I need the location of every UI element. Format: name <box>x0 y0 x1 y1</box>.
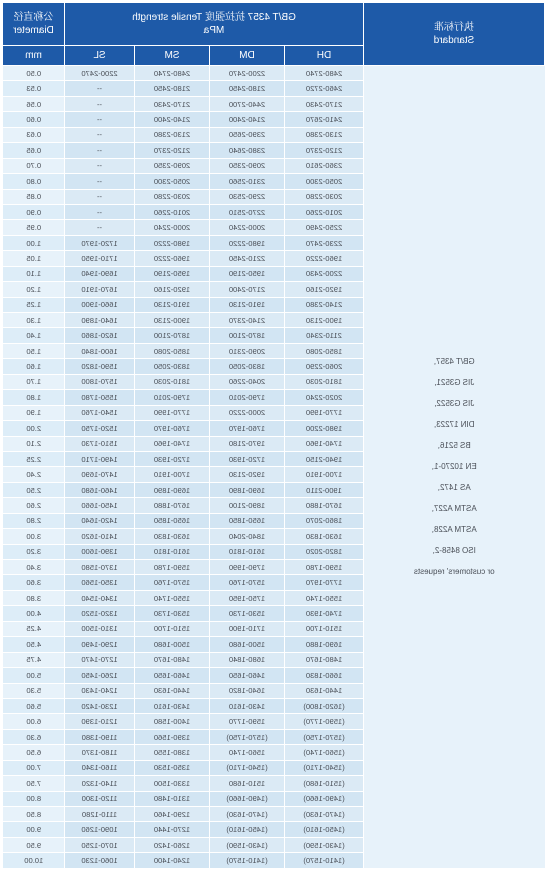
sm-cell: 1510-1700 <box>135 621 210 636</box>
sm-cell: 1920-2160 <box>135 282 210 297</box>
sl-cell: -- <box>65 143 135 158</box>
dm-cell: 1430-1610 <box>210 698 285 713</box>
dh-cell: 1440-1630 <box>285 683 364 698</box>
sl-cell: -- <box>65 112 135 127</box>
sl-cell: 1370-1580 <box>65 560 135 575</box>
sl-cell: 1520-1750 <box>65 421 135 436</box>
sl-cell: -- <box>65 174 135 189</box>
dh-cell: 1820-2020 <box>285 544 364 559</box>
diameter-cell: 6.30 <box>3 729 65 744</box>
diameter-cell: 1.05 <box>3 251 65 266</box>
dh-cell: 1510-1700 <box>285 621 364 636</box>
sl-cell: 1450-1660 <box>65 498 135 513</box>
sm-cell: 1330-1500 <box>135 776 210 791</box>
sm-cell: 1240-1400 <box>135 853 210 868</box>
dh-cell: 2130-2380 <box>285 127 364 142</box>
diameter-cell: 2.50 <box>3 482 65 497</box>
diameter-header-cn: 公称直径 <box>13 12 54 23</box>
diameter-cell: 1.25 <box>3 297 65 312</box>
sl-cell: 1110-1280 <box>65 807 135 822</box>
sl-cell: 1390-1600 <box>65 544 135 559</box>
diameter-cell: 2.00 <box>3 421 65 436</box>
dm-cell: 2040-2260 <box>210 374 285 389</box>
diameter-header <box>3 3 65 46</box>
dh-cell: (1620-1800) <box>285 698 364 713</box>
dm-cell: 1910-2130 <box>210 297 285 312</box>
sm-cell: 1740-1960 <box>135 436 210 451</box>
sl-cell: 1120-1300 <box>65 791 135 806</box>
sm-cell: 1960-2220 <box>135 251 210 266</box>
tensile-title: GB/T 4357 抗拉强度 Tensile strength <box>132 12 296 23</box>
sm-cell: 1630-1830 <box>135 529 210 544</box>
standard-item: ASTM A228, <box>431 525 477 535</box>
dh-cell: 1850-2080 <box>285 343 364 358</box>
diameter-cell: 2.25 <box>3 451 65 466</box>
sl-cell: 1180-1370 <box>65 745 135 760</box>
sm-cell: 1670-1880 <box>135 498 210 513</box>
diameter-unit: mm <box>3 46 65 66</box>
dm-cell: (1430-1590) <box>210 837 285 852</box>
sm-cell: 1910-2130 <box>135 297 210 312</box>
dh-cell: 1740-1930 <box>285 606 364 621</box>
sl-cell: 2200-2470 <box>65 66 135 81</box>
sl-cell: 1640-1890 <box>65 313 135 328</box>
sm-cell: 1350-1530 <box>135 760 210 775</box>
sl-cell: 1510-1730 <box>65 436 135 451</box>
dh-cell: 2170-2430 <box>285 96 364 111</box>
sm-cell: 1530-1730 <box>135 606 210 621</box>
sl-cell: -- <box>65 127 135 142</box>
grade-header-sm: SM <box>135 46 210 66</box>
dh-cell: (1570-1750) <box>285 729 364 744</box>
sl-cell: 1660-1900 <box>65 297 135 312</box>
sm-cell: 1760-1970 <box>135 421 210 436</box>
diameter-cell: 0.80 <box>3 174 65 189</box>
diameter-cell: 10.00 <box>3 853 65 868</box>
sm-cell: 2000-2240 <box>135 220 210 235</box>
sm-cell: 1900-2130 <box>135 313 210 328</box>
grade-header-dm: DM <box>210 46 285 66</box>
diameter-cell: 7.00 <box>3 760 65 775</box>
standard-item: EN 10270-1, <box>431 462 477 472</box>
diameter-cell: 4.00 <box>3 606 65 621</box>
standard-item: JIS G3522, <box>434 399 475 409</box>
dh-cell: 1590-1780 <box>285 560 364 575</box>
sl-cell: 1320-1520 <box>65 606 135 621</box>
diameter-cell: 2.10 <box>3 436 65 451</box>
dm-cell: 1920-2130 <box>210 467 285 482</box>
dm-cell: 1610-1810 <box>210 544 285 559</box>
sm-cell: 2180-2450 <box>135 81 210 96</box>
dh-cell: (1540-1710) <box>285 760 364 775</box>
sl-cell: -- <box>65 81 135 96</box>
diameter-cell: 1.10 <box>3 266 65 281</box>
dm-cell: 2000-2240 <box>210 220 285 235</box>
dm-cell: 2180-2450 <box>210 81 285 96</box>
table-row <box>3 66 545 81</box>
sm-cell: 1460-1650 <box>135 668 210 683</box>
dm-cell: 1790-1990 <box>210 560 285 575</box>
dm-cell: 2170-2400 <box>210 282 285 297</box>
dh-cell: 1920-2160 <box>285 282 364 297</box>
standard-item: ASTM A227, <box>431 504 477 514</box>
dh-cell: 1550-1740 <box>285 590 364 605</box>
dm-cell: 1570-1760 <box>210 575 285 590</box>
sm-cell: 1690-1890 <box>135 482 210 497</box>
standard-item: ISO 8458-2, <box>432 546 476 556</box>
sl-cell: 1160-1340 <box>65 760 135 775</box>
diameter-cell: 4.75 <box>3 652 65 667</box>
standard-item: GB/T 4357, <box>433 357 475 367</box>
diameter-cell: 0.70 <box>3 158 65 173</box>
sl-cell: 1710-1950 <box>65 251 135 266</box>
dm-cell: (1490-1660) <box>210 791 285 806</box>
tensile-unit: MPa <box>203 25 225 36</box>
sm-cell: 1700-1910 <box>135 467 210 482</box>
sm-cell: 1290-1460 <box>135 807 210 822</box>
dm-cell: 1840-2040 <box>210 529 285 544</box>
dh-cell: 2410-2670 <box>285 112 364 127</box>
dh-cell: 2020-2240 <box>285 390 364 405</box>
dm-cell: 2200-2470 <box>210 66 285 81</box>
dh-cell: (1410-1570) <box>285 853 364 868</box>
diameter-cell: 1.80 <box>3 390 65 405</box>
dm-cell: 1750-1950 <box>210 590 285 605</box>
dh-cell: 1660-1830 <box>285 668 364 683</box>
dm-cell: 2000-2220 <box>210 405 285 420</box>
dm-cell: 1760-1970 <box>210 421 285 436</box>
sm-cell: 1610-1810 <box>135 544 210 559</box>
dh-cell: 1670-1880 <box>285 498 364 513</box>
sm-cell: 1980-2220 <box>135 235 210 250</box>
dh-cell: 1770-1990 <box>285 405 364 420</box>
dm-cell: 1590-1770 <box>210 714 285 729</box>
sm-cell: 1310-1480 <box>135 791 210 806</box>
sl-cell: 1570-1800 <box>65 374 135 389</box>
diameter-cell: 2.80 <box>3 513 65 528</box>
dm-cell: 1890-2100 <box>210 498 285 513</box>
standard-item: BS 5216, <box>437 441 471 451</box>
diameter-header-en: Diameter <box>13 25 54 36</box>
dm-cell: 2090-2350 <box>210 158 285 173</box>
sm-cell: 2050-2300 <box>135 174 210 189</box>
sl-cell: 1600-1840 <box>65 343 135 358</box>
dm-cell: (1540-1710) <box>210 760 285 775</box>
dm-cell: (1450-1610) <box>210 822 285 837</box>
diameter-cell: 1.30 <box>3 313 65 328</box>
dh-cell: 1690-1880 <box>285 637 364 652</box>
dm-cell: 1500-1680 <box>210 637 285 652</box>
diameter-cell: 1.40 <box>3 328 65 343</box>
dh-cell: 2200-2430 <box>285 266 364 281</box>
sl-cell: 1140-1320 <box>65 776 135 791</box>
sm-cell: 2140-2400 <box>135 112 210 127</box>
tensile-strength-header <box>65 3 364 46</box>
sl-cell: 1350-1560 <box>65 575 135 590</box>
standard-header-en: Standard <box>433 35 475 46</box>
diameter-cell: 0.65 <box>3 143 65 158</box>
dm-cell: 2290-2530 <box>210 189 285 204</box>
dh-cell: 1480-1670 <box>285 652 364 667</box>
diameter-cell: 9.00 <box>3 822 65 837</box>
dm-cell: 2380-2640 <box>210 143 285 158</box>
sm-cell: 2030-2280 <box>135 189 210 204</box>
dm-cell: 1560-1740 <box>210 745 285 760</box>
diameter-cell: 5.60 <box>3 698 65 713</box>
standard-item: or customers' requests <box>413 567 495 577</box>
diameter-cell: 2.60 <box>3 498 65 513</box>
standard-item: JIS G3521, <box>434 378 475 388</box>
dh-cell: 1940-2150 <box>285 451 364 466</box>
dm-cell: 1640-1820 <box>210 683 285 698</box>
dm-cell: 1460-1650 <box>210 668 285 683</box>
grade-header-sl: SL <box>65 46 135 66</box>
sm-cell: 1770-1990 <box>135 405 210 420</box>
dh-cell: 1960-2220 <box>285 251 364 266</box>
dm-cell: (1470-1630) <box>210 807 285 822</box>
sm-cell: 1950-2190 <box>135 266 210 281</box>
diameter-cell: 6.00 <box>3 714 65 729</box>
sm-cell: 1400-1580 <box>135 714 210 729</box>
tensile-strength-table <box>2 2 545 869</box>
diameter-cell: 0.85 <box>3 189 65 204</box>
sl-cell: 1060-1230 <box>65 853 135 868</box>
dm-cell: 2140-2370 <box>210 313 285 328</box>
standard-header-cn: 执行标准 <box>434 22 475 33</box>
table-body <box>3 66 545 869</box>
sm-cell: 1790-2010 <box>135 390 210 405</box>
sl-cell: 1490-1710 <box>65 451 135 466</box>
sm-cell: 1380-1550 <box>135 745 210 760</box>
sl-cell: 1090-1260 <box>65 822 135 837</box>
standards-cell <box>364 66 545 869</box>
dm-cell: 1830-2050 <box>210 359 285 374</box>
sl-cell: 1690-1940 <box>65 266 135 281</box>
dh-cell: 2460-2720 <box>285 81 364 96</box>
sm-cell: 1870-2100 <box>135 328 210 343</box>
sm-cell: 1270-1440 <box>135 822 210 837</box>
sl-cell: 1540-1760 <box>65 405 135 420</box>
sl-cell: 1720-1970 <box>65 235 135 250</box>
dm-cell: 2270-2510 <box>210 204 285 219</box>
sm-cell: 1550-1740 <box>135 590 210 605</box>
dm-cell: 2310-2560 <box>210 174 285 189</box>
dh-cell: 1980-2200 <box>285 421 364 436</box>
diameter-cell: 6.50 <box>3 745 65 760</box>
sm-cell: 1260-1420 <box>135 837 210 852</box>
diameter-cell: 9.50 <box>3 837 65 852</box>
sl-cell: 1310-1500 <box>65 621 135 636</box>
dm-cell: 1970-2180 <box>210 436 285 451</box>
sm-cell: 1440-1630 <box>135 683 210 698</box>
diameter-cell: 1.50 <box>3 343 65 358</box>
sl-cell: 1460-1680 <box>65 482 135 497</box>
diameter-cell: 4.50 <box>3 637 65 652</box>
sl-cell: 1590-1820 <box>65 359 135 374</box>
sm-cell: 1810-2030 <box>135 374 210 389</box>
dh-cell: (1490-1660) <box>285 791 364 806</box>
sm-cell: 1830-2050 <box>135 359 210 374</box>
diameter-cell: 0.50 <box>3 66 65 81</box>
diameter-cell: 1.90 <box>3 405 65 420</box>
sl-cell: 1470-1690 <box>65 467 135 482</box>
dh-cell: 1810-2030 <box>285 374 364 389</box>
diameter-cell: 0.56 <box>3 96 65 111</box>
dm-cell: 1950-2190 <box>210 266 285 281</box>
dh-cell: 1630-1830 <box>285 529 364 544</box>
sl-cell: 1260-1450 <box>65 668 135 683</box>
standard-item: DIN 17223, <box>434 420 475 430</box>
diameter-cell: 0.90 <box>3 204 65 219</box>
sl-cell: 1340-1540 <box>65 590 135 605</box>
diameter-cell: 7.50 <box>3 776 65 791</box>
sl-cell: 1240-1430 <box>65 683 135 698</box>
dm-cell: 1530-1730 <box>210 606 285 621</box>
sl-cell: 1070-1250 <box>65 837 135 852</box>
sm-cell: 1390-1560 <box>135 729 210 744</box>
diameter-cell: 0.95 <box>3 220 65 235</box>
sm-cell: 2170-2430 <box>135 96 210 111</box>
sl-cell: -- <box>65 189 135 204</box>
sm-cell: 1650-1850 <box>135 513 210 528</box>
dh-cell: (1590-1770) <box>285 714 364 729</box>
dh-cell: 2010-2260 <box>285 204 364 219</box>
diameter-cell: 0.63 <box>3 127 65 142</box>
sl-cell: 1550-1780 <box>65 390 135 405</box>
sl-cell: -- <box>65 204 135 219</box>
dm-cell: 1690-1890 <box>210 482 285 497</box>
dh-cell: (1470-1630) <box>285 807 364 822</box>
dh-cell: (1430-1590) <box>285 837 364 852</box>
sl-cell: -- <box>65 158 135 173</box>
grade-header-dh: DH <box>285 46 364 66</box>
sm-cell: 1590-1780 <box>135 560 210 575</box>
sl-cell: 1270-1470 <box>65 652 135 667</box>
dh-cell: (1450-1610) <box>285 822 364 837</box>
dh-cell: 1900-2110 <box>285 482 364 497</box>
sl-cell: 1420-1640 <box>65 513 135 528</box>
sl-cell: 1620-1860 <box>65 328 135 343</box>
sl-cell: 1410-1620 <box>65 529 135 544</box>
diameter-cell: 8.00 <box>3 791 65 806</box>
dm-cell: 1510-1680 <box>210 776 285 791</box>
dh-cell: 2480-2740 <box>285 66 364 81</box>
diameter-cell: 4.25 <box>3 621 65 636</box>
sm-cell: 1430-1610 <box>135 698 210 713</box>
diameter-cell: 0.60 <box>3 112 65 127</box>
dh-cell: 2230-2470 <box>285 235 364 250</box>
dm-cell: 1790-2010 <box>210 390 285 405</box>
dm-cell: 1680-1840 <box>210 652 285 667</box>
dm-cell: (1410-1570) <box>210 853 285 868</box>
dm-cell: 2440-2700 <box>210 96 285 111</box>
sm-cell: 2010-2260 <box>135 204 210 219</box>
diameter-cell: 1.20 <box>3 282 65 297</box>
dh-cell: (1510-1680) <box>285 776 364 791</box>
dm-cell: (1570-1750) <box>210 729 285 744</box>
sm-cell: 1850-2080 <box>135 343 210 358</box>
dm-cell: 1710-1900 <box>210 621 285 636</box>
sl-cell: 1290-1490 <box>65 637 135 652</box>
dh-cell: 2060-2290 <box>285 359 364 374</box>
diameter-cell: 0.53 <box>3 81 65 96</box>
sm-cell: 2120-2370 <box>135 143 210 158</box>
diameter-cell: 3.00 <box>3 529 65 544</box>
diameter-cell: 3.60 <box>3 575 65 590</box>
diameter-cell: 8.50 <box>3 807 65 822</box>
dh-cell: 2050-2300 <box>285 174 364 189</box>
dm-cell: 1650-1850 <box>210 513 285 528</box>
sm-cell: 2090-2350 <box>135 158 210 173</box>
sm-cell: 1570-1760 <box>135 575 210 590</box>
dm-cell: 2140-2400 <box>210 112 285 127</box>
dh-cell: 2360-2610 <box>285 158 364 173</box>
dh-cell: 1860-2070 <box>285 513 364 528</box>
diameter-cell: 5.00 <box>3 668 65 683</box>
standard-header <box>364 3 545 66</box>
diameter-cell: 3.80 <box>3 590 65 605</box>
diameter-cell: 1.60 <box>3 359 65 374</box>
diameter-cell: 5.30 <box>3 683 65 698</box>
diameter-cell: 1.70 <box>3 374 65 389</box>
sl-cell: 1670-1910 <box>65 282 135 297</box>
diameter-cell: 3.20 <box>3 544 65 559</box>
sl-cell: -- <box>65 96 135 111</box>
standards-list <box>364 357 545 576</box>
sm-cell: 1480-1670 <box>135 652 210 667</box>
dh-cell: 2250-2490 <box>285 220 364 235</box>
dh-cell: 2030-2280 <box>285 189 364 204</box>
sm-cell: 2130-2380 <box>135 127 210 142</box>
sm-cell: 1500-1680 <box>135 637 210 652</box>
dh-cell: 1770-1970 <box>285 575 364 590</box>
dm-cell: 2390-2650 <box>210 127 285 142</box>
standard-item: AS 1472, <box>437 483 471 493</box>
dm-cell: 2090-2310 <box>210 343 285 358</box>
diameter-cell: 2.40 <box>3 467 65 482</box>
dm-cell: 2210-2450 <box>210 251 285 266</box>
dh-cell: 2140-2380 <box>285 297 364 312</box>
dh-cell: 1740-1960 <box>285 436 364 451</box>
sl-cell: 1230-1420 <box>65 698 135 713</box>
diameter-cell: 1.00 <box>3 235 65 250</box>
sl-cell: 1210-1390 <box>65 714 135 729</box>
dh-cell: 1900-2130 <box>285 313 364 328</box>
dm-cell: 1980-2220 <box>210 235 285 250</box>
dh-cell: 2110-2340 <box>285 328 364 343</box>
dm-cell: 1720-1930 <box>210 451 285 466</box>
dm-cell: 1870-2100 <box>210 328 285 343</box>
sm-cell: 1720-1930 <box>135 451 210 466</box>
sl-cell: -- <box>65 220 135 235</box>
dh-cell: (1560-1740) <box>285 745 364 760</box>
sm-cell: 2480-2740 <box>135 66 210 81</box>
diameter-cell: 3.40 <box>3 560 65 575</box>
sl-cell: 1190-1380 <box>65 729 135 744</box>
dh-cell: 2120-2370 <box>285 143 364 158</box>
dh-cell: 1700-1910 <box>285 467 364 482</box>
